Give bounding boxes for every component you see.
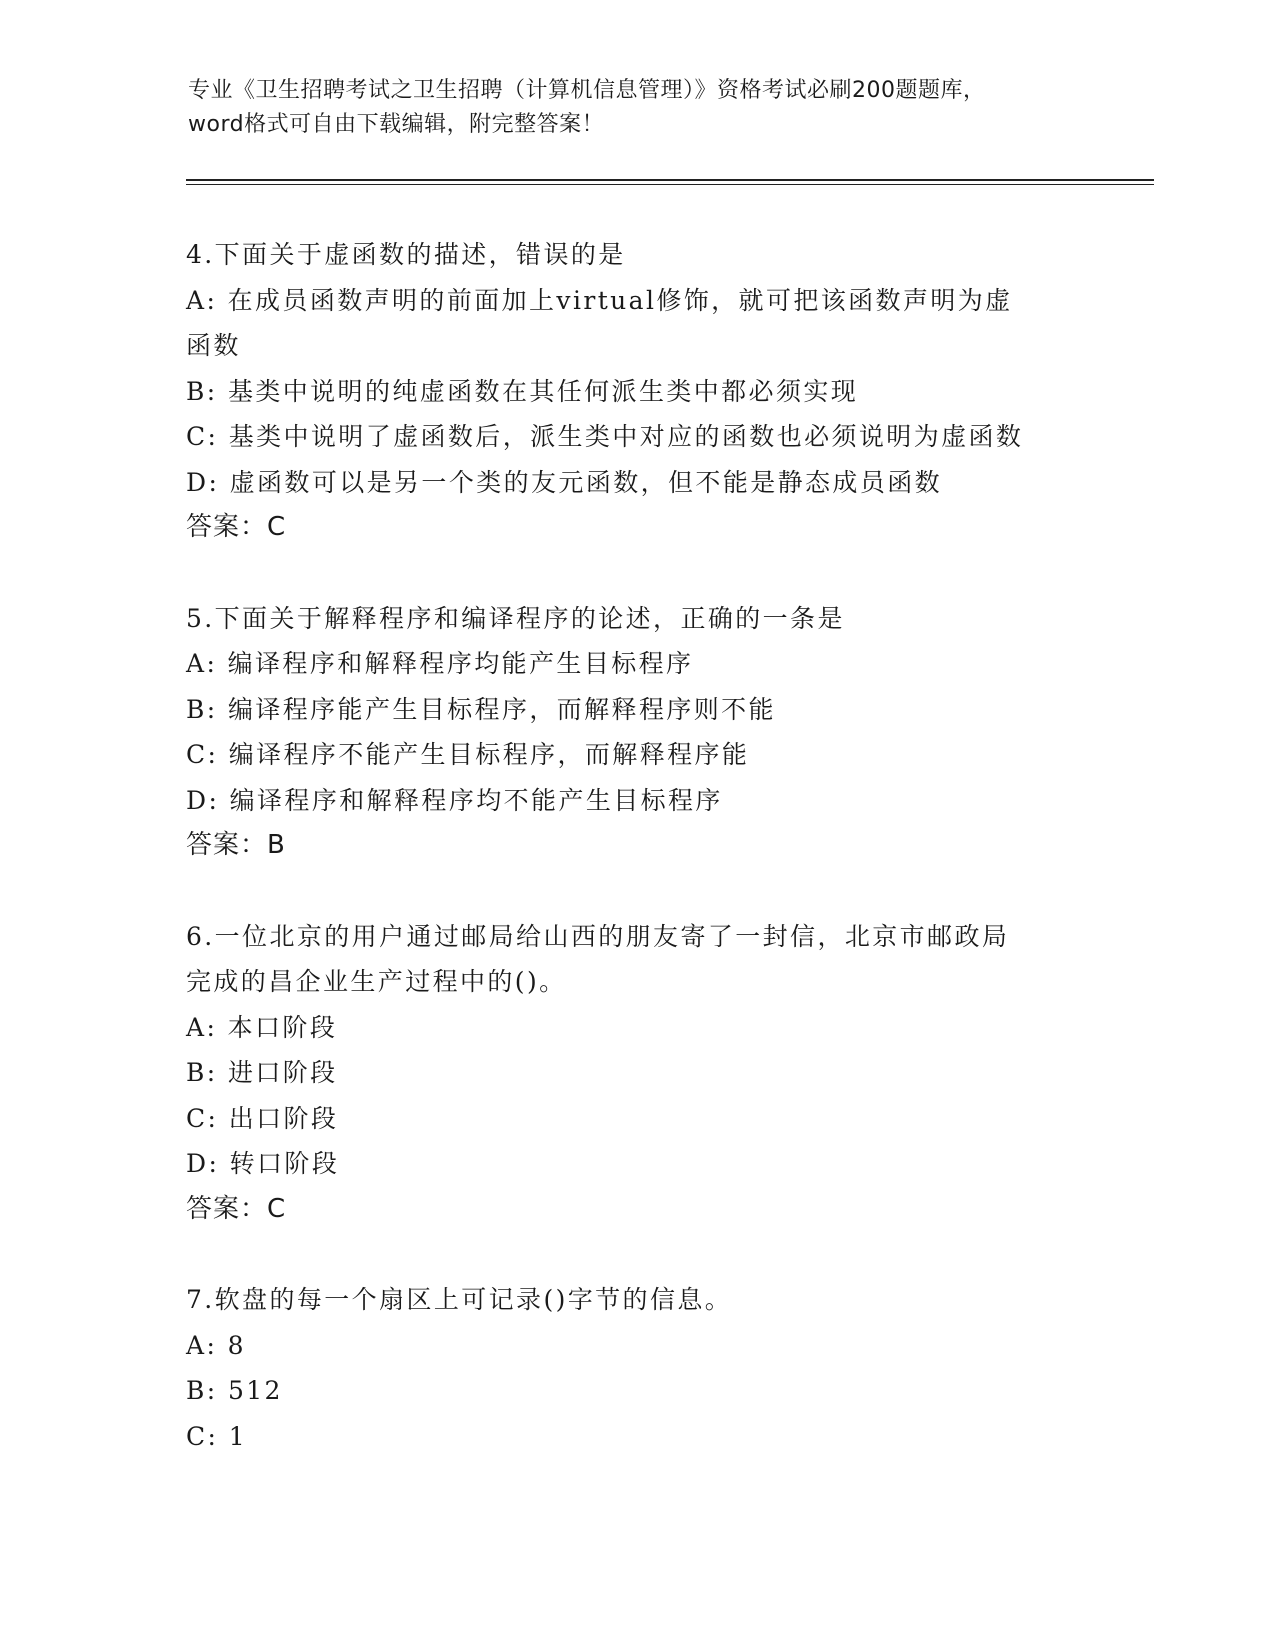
answer-text: 答案：C — [186, 512, 287, 542]
option-a: A: 在成员函数声明的前面加上virtual修饰，就可把该函数声明为虚 — [186, 285, 1013, 315]
question-stem-continued: 完成的昌企业生产过程中的()。 — [186, 967, 567, 996]
question-stem: 4.下面关于虚函数的描述，错误的是 — [186, 240, 626, 269]
option-d: D: 转口阶段 — [186, 1149, 340, 1178]
option-b: B: 基类中说明的纯虚函数在其任何派生类中都必须实现 — [186, 376, 859, 406]
option-c: C: 1 — [186, 1421, 248, 1451]
option-b: B: 进口阶段 — [186, 1058, 338, 1087]
page-header — [188, 74, 1088, 142]
question-stem: 7.软盘的每一个扇区上可记录()字节的信息。 — [186, 1285, 733, 1314]
option-a-continued: 函数 — [186, 331, 241, 360]
header-divider — [186, 179, 1154, 185]
answer-text: 答案：B — [186, 830, 286, 860]
option-d: D: 编译程序和解释程序均不能产生目标程序 — [186, 785, 723, 815]
question-7 — [186, 1277, 1086, 1459]
answer-text: 答案：C — [186, 1193, 287, 1224]
option-b: B: 512 — [186, 1376, 283, 1405]
question-6 — [186, 914, 1086, 1233]
question-5 — [186, 596, 1086, 869]
option-a: A: 本口阶段 — [186, 1012, 338, 1042]
question-4 — [186, 232, 1086, 551]
question-list — [186, 232, 1086, 1504]
option-d: D: 虚函数可以是另一个类的友元函数，但不能是静态成员函数 — [186, 467, 943, 497]
header-title-line-1: 专业《卫生招聘考试之卫生招聘（计算机信息管理）》资格考试必刷200题题库， — [188, 78, 986, 103]
option-c: C: 编译程序不能产生目标程序，而解释程序能 — [186, 740, 750, 769]
option-a: A: 编译程序和解释程序均能产生目标程序 — [186, 649, 694, 678]
header-title-line-2: word格式可自由下载编辑，附完整答案！ — [188, 112, 605, 137]
option-c: C: 基类中说明了虚函数后，派生类中对应的函数也必须说明为虚函数 — [186, 422, 1024, 451]
question-stem: 5.下面关于解释程序和编译程序的论述，正确的一条是 — [186, 603, 845, 633]
question-stem: 6.一位北京的用户通过邮局给山西的朋友寄了一封信，北京市邮政局 — [186, 921, 1010, 951]
option-a: A: 8 — [186, 1330, 246, 1360]
option-b: B: 编译程序能产生目标程序，而解释程序则不能 — [186, 694, 776, 724]
option-c: C: 出口阶段 — [186, 1103, 339, 1133]
